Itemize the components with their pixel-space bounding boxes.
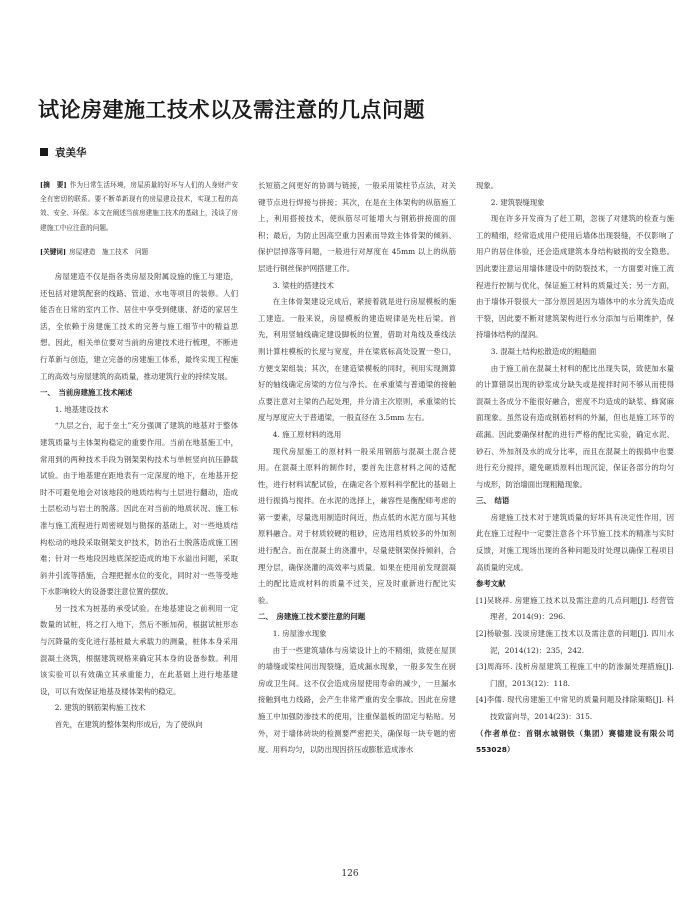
- paragraph: 由于一些建筑墙体与房梁设计上的不精细，致使在屋顶的墙缝或梁柱间出现裂缝，造成漏水现象，一般多发生在厨房或卫生间。这不仅会造成房屋使用寿命的减少，一旦漏水接触到电力线路，会产生非常严重的安全事故。因此在房建施工中加强防渗技术的使用，注重保温板的固定与粘贴。另外，对于墙体砖块的检测要严密把关，确保每一块专题的密度、用料均匀，以防出现因挤压或膨胀造成渗水: [258, 645, 456, 755]
- paragraph: 在主体骨架建设完成后，紧接着就是进行房屋模板的施工建造。一般来说，房屋模板的建造规律是先柱后梁。首先，利用竖轴线确定建设脚板的位置，借助对角线及垂线法则计算柱模板的长度与宽度，并在梁底标高处设置一垫口，方便支架组装；其次，在建造梁模板的同时，利用实现测算好的轴线确定房梁的方位与净长。在承重梁与普通梁的接触点要注意对主梁的凸起处理，并分清主次原则，承重梁的长度与厚度应大于普通梁，一般直径在 3.5mm 左右。: [258, 297, 456, 423]
- subsection-heading: 3. 混凝土结构松散造成的粗糙面: [490, 346, 597, 356]
- subsection-heading: 2. 建筑的钢筋架构施工技术: [54, 703, 146, 713]
- paragraph: 现在许多开发商为了赶工期，忽视了对建筑的检查与施工的精细，经常造成用户使用后墙体出现裂缝，不仅影响了用户的居住体验，还会造成建筑本身结构破损的安全隐患。因此要注意运用墙体建设中的防裂技术，一方面要对施工流程进行控制与优化，保证施工材料的质量过关；另一方面，由于墙体开裂很大一部分原因是因为墙体中的水分流失造成干裂，因此要不断对建筑架构进行水分添加与后期维护，保持墙体结构的湿润。: [476, 214, 674, 340]
- author-line: [40, 145, 87, 160]
- reference-item: [3]周海环. 浅析房屋建筑工程施工中的防渗漏处理措施[J]. 门窗，2013(12)：118.: [476, 662, 674, 688]
- keywords-text: 房屋建造 施工技术 问题: [69, 247, 149, 256]
- paragraph: 首先，在建筑的整体架构形成后，为了使纵向: [54, 720, 203, 730]
- square-bullet-icon: [40, 148, 48, 156]
- subsection-heading: 4. 施工原材料的选用: [272, 429, 342, 439]
- paragraph: “九层之台，起于垒土”充分强调了建筑的地基对于整体建筑质量与主体架构稳定的重要作用。当前在地基施工中，常用到的两种技术手段为钢架架构技术与单桩竖向抗压静载试验。由于地基建在距地表有一定深度的地下，在地基开挖时不可避免地会对该地段的地质结构与土层进行翻动，造成土层松动与岩土的脱落。因此在对当前的地质状况、施工标准与施工流程进行周密规划与勘探的基础上，对一些地质结构松动的地段采取钢架支护技术，防治石土脱落造成施工困难；针对一些地段因地底深挖造成的地下水溢出问题，采取斜井引流等措施，合理把握水位的变化，同时对一些等受地下水影响较大的设备要注意位置的摆放。: [40, 421, 238, 597]
- column-2: [258, 178, 456, 759]
- paragraph: 长短筋之间更好的协调与链接，一般采用梁柱节点法，对关键节点进行焊接与拼接；其次，在是在主体架构的纵筋施工上，利用搭接技术，使纵筋尽可能增大与钢筋拼接面的面积；最后，为防止因高空重力因素而导致主体骨架的倾斜、保护层掉落等问题，一般进行对厚度在 45mm 以上的纵筋层进行钢丝保护网搭建工作。: [258, 181, 456, 273]
- paragraph: 另一技术为桩基的承受试验。在地基建设之前利用一定数量的试桩，将之打入地下，然后不断加荷，根据试桩形态与沉降量的变化进行基桩最大承载力的测量，桩体本身采用混凝土浇筑，根据建筑规格来确定其本身的设备参数。利用该实验可以有效确立其承重能力，在此基础上进行地基建设，可以有效保证地基及楼体架构的稳定。: [40, 603, 238, 696]
- keywords-label: [关键词]: [40, 247, 67, 256]
- reference-item: [2]杨敏强. 浅谈房建施工技术以及需注意的问题[J]. 四川水泥，2014(12)：235，242.: [476, 629, 674, 655]
- author-affiliation: （作者单位：首钢水城钢铁（集团）赛德建设有限公司 553028）: [476, 728, 674, 755]
- keywords: [40, 245, 238, 259]
- section-heading: 三、 结语: [476, 496, 510, 506]
- reference-item: [1]吴晓祥. 房建施工技术以及需注意的几点问题[J]. 经营管理者，2014(9)：296.: [476, 595, 674, 622]
- paragraph: 房建施工技术对于建筑质量的好坏具有决定性作用，因此在施工过程中一定要注意各个环节施工技术的精准与实时反馈，对施工现场出现的各种问题及时处理以确保工程项目高质量的完成。: [476, 512, 674, 572]
- subsection-heading: 3. 梁柱的搭建技术: [272, 280, 334, 290]
- section-heading: 二、 房建施工技术要注意的问题: [258, 612, 366, 622]
- abstract-label: [摘 要]: [40, 181, 67, 189]
- subsection-heading: 1. 地基建设技术: [54, 404, 109, 414]
- abstract-text: 作为日常生活环境，房屋质量的好坏与人们的人身财产安全有密切的联系。要不断革新现有的房屋建设技术，实现工程的高效、安全、环保。本文在阐述当前房建施工技术的基础上，浅谈了房建施工中应注意的问题。: [40, 181, 238, 232]
- abstract: [40, 178, 238, 235]
- section-heading: 一、 当前房建施工技术阐述: [40, 388, 133, 398]
- paragraph: 现象。: [476, 181, 499, 190]
- subsection-heading: 1. 房屋渗水现象: [272, 629, 327, 639]
- reference-item: [4]李儒. 现代房建施工中常见的质量问题及排除策略[J]. 科技致富向导，2014(23)：315.: [476, 695, 674, 721]
- column-3: [476, 178, 674, 759]
- paragraph: 由于施工前在混凝土材料的配比出现失误，致使加水量的计算错误出现的砂浆成分缺失或是搅拌时间不够从而使得混凝土各成分不能很好融合，密度不均造成的缺浆、蜂窝麻面现象。虽然设有造成钢筋材料的外漏，但也是施工环节的疏漏。因此要确保材配的进行严格的配比实验，确定水泥、砂石、外加剂及水的成分比率，而且在混凝土的振捣中也要进行充分搅拌，避免砸质原料出现沉淀，保证各部分的均匀与成形，防治墙面出现粗糙现象。: [476, 363, 674, 489]
- page-number: 126: [341, 869, 359, 879]
- paragraph: 房屋建造不仅是指各类房屋及附属设施的施工与建造，还包括对建筑配套的线路、管道、水电等项目的装修。人们能否在日常的室内工作、居住中享受到健康、舒适的家居生活，全依赖于房建施工技术的完善与施工细节中的精益思想。因此，相关单位要对当前的房建技术进行梳理，不断进行革新与创造，建立完备的房建施工体系，最终实现工程施工的高效与房屋建筑的高质量，推动建筑行业的持续发展。: [40, 272, 238, 381]
- subsection-heading: 2. 建筑裂缝现象: [490, 197, 545, 207]
- article-title: 试论房建施工技术以及需注意的几点问题: [38, 98, 425, 122]
- author-name: 袁美华: [55, 147, 87, 159]
- references-heading: 参考文献: [476, 579, 506, 589]
- column-1: [40, 178, 238, 734]
- paragraph: 现代房屋施工的原材料一般采用钢筋与混凝土混合使用。在混凝土原料的制作时，要首先注意材料之间的适配性，进行材料试配试验，在确定各个原料科学配比的基础上进行振捣与搅拌。在水泥的选择上，兼容性是衡配师考虑的第一要素，尽量选用制造时间近，热点低的水泥方面与其他原料融合。对于材质较硬的粗砂，应选用档质较多的外加剂进行配合。而在混凝土的浇灌中，尽量使钢架保持倾斜，合理分层，确保浇灌的高效率与质量。如果在使用前发现混凝土的配比造成材料的质量不过关，应及时重新进行配比实验。: [258, 446, 456, 605]
